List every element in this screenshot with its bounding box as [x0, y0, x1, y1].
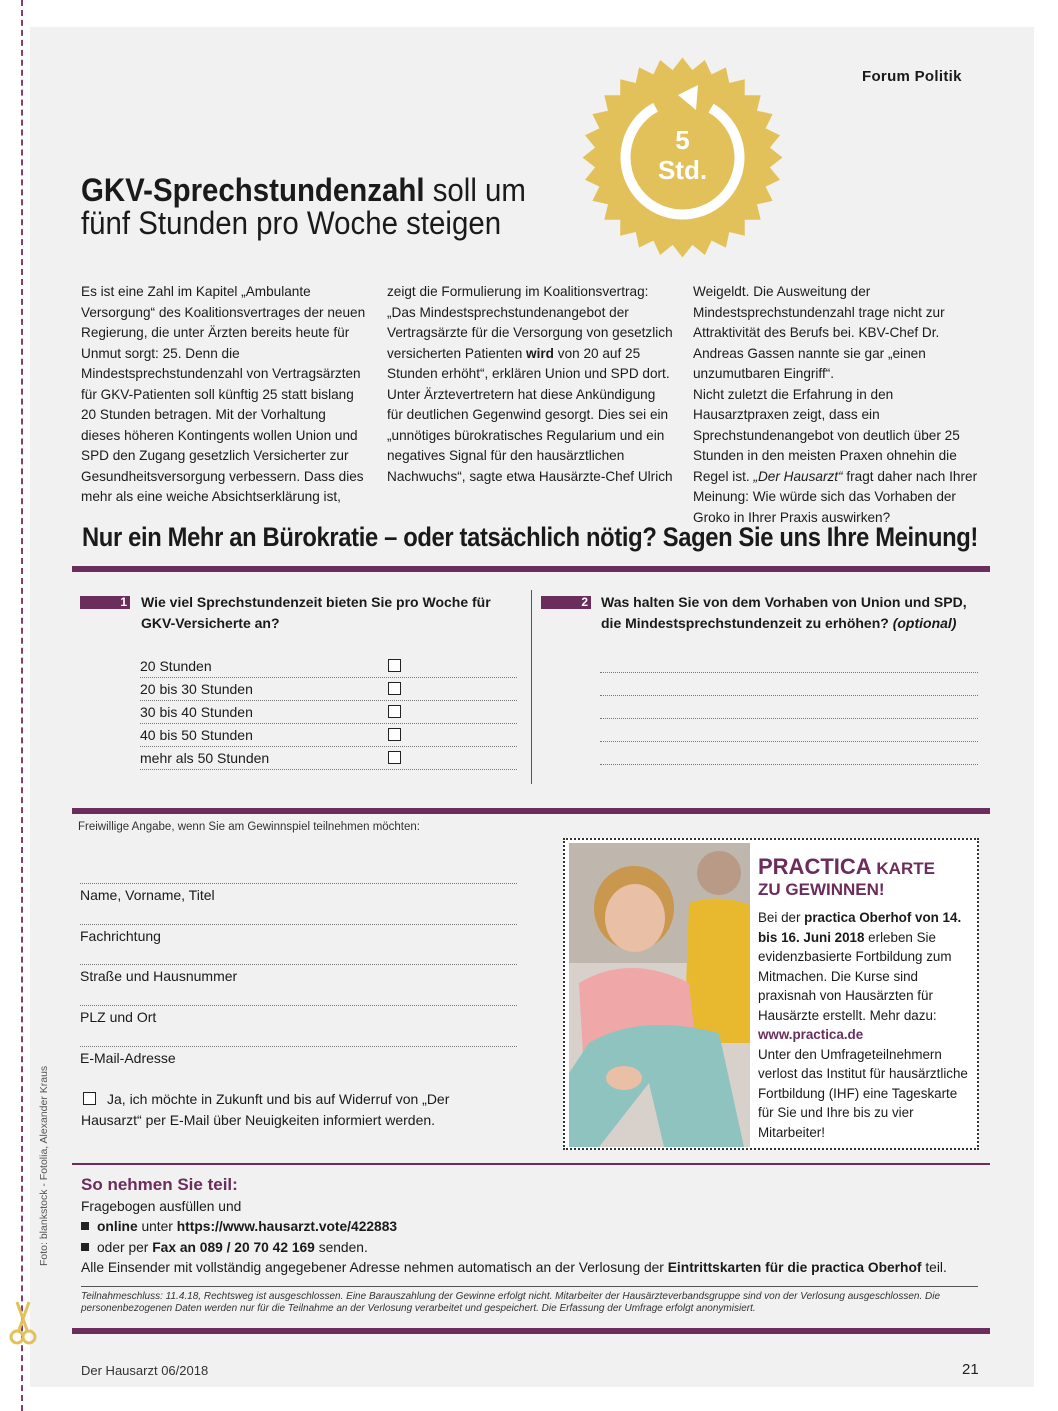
answer-line[interactable] [600, 695, 978, 696]
field-label: Straße und Hausnummer [80, 968, 238, 984]
footer-publication: Der Hausarzt 06/2018 [81, 1363, 209, 1378]
email-field[interactable] [80, 1046, 517, 1066]
answer-line[interactable] [600, 672, 978, 673]
city-field[interactable] [80, 1005, 517, 1025]
option-label: 20 Stunden [140, 658, 212, 674]
contact-intro: Freiwillige Angabe, wenn Sie am Gewinnspiel teilnehmen möchten: [78, 821, 420, 833]
checkbox-20-30h[interactable] [388, 682, 401, 695]
promo-title [758, 856, 935, 900]
promo-text: erleben Sie evidenzbasierte Fortbildung zum Mitmachen. Die Kurse sind praxisnah von Hausärzten für Hausärzte erstellt. Mehr dazu: [758, 929, 952, 1023]
promo-title-brand: PRACTICA [758, 854, 872, 879]
connector: unter [137, 1219, 177, 1234]
optional-marker: (optional) [892, 615, 957, 631]
badge-number: 5 [675, 125, 690, 155]
bullet-icon [81, 1243, 89, 1251]
col2-text-c: Unter Ärztevertretern hat diese Ankündigung für deutlichen Gegenwind gesorgt. Dies sei ein „unnötiges bürokratisches Regularium und ein negatives Signal für den hausärztlichen Nachwuchs“, sagte etwa Hausärzte-Chef Ulrich [387, 386, 673, 484]
promo-title-win: ZU GEWINNEN! [758, 880, 885, 899]
participation-bullet-1 [81, 1217, 947, 1238]
field-label: Name, Vorname, Titel [80, 887, 215, 903]
option-row[interactable] [140, 655, 517, 678]
note-a: Alle Einsender mit vollständig angegebener Adresse nehmen automatisch an der Verlosung der [81, 1260, 668, 1275]
badge-unit: Std. [657, 155, 708, 185]
option-row[interactable] [140, 701, 517, 724]
article-title [81, 174, 559, 240]
photo [569, 843, 750, 1147]
fax-number: Fax an 089 / 20 70 42 169 [152, 1239, 315, 1255]
body-column-1: Es ist eine Zahl im Kapitel „Ambulante Versorgung“ des Koalitionsvertrages der neuen Regierung, die unter Ärzten bereits heute für Unmut sorgt: 25. Denn die Mindestsprechstundenzahl von Vertragsärzten für GKV-Patienten soll künftig 25 statt bislang 20 Stunden betragen. Mit der Vorhaltung dieses höheren Kontingents wollen Union und SPD den Zugang gesetzlich Versicherter zur Gesundheitsversorgung verbessern. Dass dies mehr als eine weiche Absichtserklärung ist, [81, 284, 366, 504]
answer-line[interactable] [600, 718, 978, 719]
promo-body [758, 908, 972, 1142]
legal-rule [81, 1286, 978, 1287]
survey-url-link[interactable]: https://www.hausarzt.vote/422883 [176, 1219, 398, 1234]
body-column-2 [387, 282, 673, 487]
participation-info [81, 1175, 947, 1279]
col3-text-a: Weigeldt. Die Ausweitung der Mindestsprechstundenzahl trage nicht zur Attraktivität des Berufs bei. KBV-Chef Dr. Andreas Gassen nannte sie gar „einen unzumutbaren Eingriff“. [693, 284, 945, 381]
checkbox-over-50h[interactable] [388, 751, 401, 764]
title-rest: soll um [424, 172, 526, 208]
scissors-icon [8, 1300, 38, 1348]
checkbox-30-40h[interactable] [388, 705, 401, 718]
bullet-icon [81, 1222, 89, 1230]
answer-line[interactable] [600, 741, 978, 742]
divider-bar [72, 808, 990, 814]
checkbox-40-50h[interactable] [388, 728, 401, 741]
option-row[interactable] [140, 724, 517, 747]
option-row[interactable] [140, 747, 517, 770]
option-row[interactable] [140, 678, 517, 701]
field-label: PLZ und Ort [80, 1009, 157, 1025]
checkbox-20h[interactable] [388, 659, 401, 672]
cut-line [21, 0, 23, 1411]
survey-headline: Nur ein Mehr an Bürokratie – oder tatsächlich nötig? Sagen Sie uns Ihre Meinung! [82, 522, 978, 552]
option-label: 20 bis 30 Stunden [140, 681, 253, 697]
page-number: 21 [962, 1361, 979, 1378]
field-label: Fachrichtung [80, 928, 161, 944]
promo-bold: practica Oberhof von 14. bis 16. Juni 2018 [758, 910, 962, 945]
question-divider [531, 590, 532, 784]
question-1-number: 1 [80, 596, 130, 609]
col3-text-c: fragt daher nach Ihrer Meinung: Wie würde sich das Vorhaben der Groko in Ihrer Praxis auswirken? [693, 468, 978, 525]
participation-line: Fragebogen ausfüllen und [81, 1198, 242, 1214]
participation-title: So nehmen Sie teil: [81, 1175, 238, 1194]
note-b: teil. [921, 1260, 947, 1275]
fax-prefix: oder per [97, 1239, 153, 1255]
hours-badge [580, 55, 785, 260]
col2-text-a: zeigt die Formulierung im Koalitionsvertrag: „Das Mindestsprechstundenangebot der Vertragsärzte für die Versorgung von gesetzlich versicherten Patienten [387, 284, 673, 361]
option-label: 40 bis 50 Stunden [140, 727, 253, 743]
col2-text-b: von 20 auf 25 Stunden erhöht“, erklären Union und SPD dort. [387, 345, 670, 381]
field-label: E-Mail-Adresse [80, 1050, 176, 1066]
question-1-text: Wie viel Sprechstundenzeit bieten Sie pro Woche für GKV-Versicherte an? [141, 594, 491, 631]
col3-italic: „Der Hausarzt“ [753, 468, 843, 484]
fax-suffix: senden. [314, 1239, 368, 1255]
title-line2: fünf Stunden pro Woche steigen [81, 205, 502, 241]
online-label: online [97, 1219, 138, 1234]
note-bold: Eintrittskarten für die practica Oberhof [667, 1260, 922, 1275]
consent-text: Ja, ich möchte in Zukunft und bis auf Widerruf von „Der Hausarzt“ per E-Mail über Neuigkeiten informiert werden. [81, 1091, 450, 1128]
practica-link[interactable]: www.practica.de [758, 1027, 864, 1042]
section-label: Forum Politik [862, 68, 962, 85]
option-label: mehr als 50 Stunden [140, 750, 270, 766]
divider-bar [72, 1328, 990, 1334]
question-2-text [601, 592, 981, 634]
divider-bar [72, 566, 990, 572]
promo-text-2: Unter den Umfrageteilnehmern verlost das Institut für hausärztliche Fortbildung (IHF) eine Tageskarte für Sie und Ihre bis zu vier Mitarbeiter! [758, 1046, 968, 1140]
promo-box [563, 838, 979, 1150]
answer-line[interactable] [600, 764, 978, 765]
thin-divider [72, 1163, 990, 1165]
question-2-label: Was halten Sie von dem Vorhaben von Union und SPD, die Mindestsprechstundenzeit zu erhöhen? [601, 594, 967, 631]
col2-bold: wird [526, 345, 554, 361]
specialty-field[interactable] [80, 924, 517, 944]
participation-bullet-2 [81, 1238, 947, 1259]
promo-title-word: KARTE [876, 859, 935, 878]
promo-text: Bei der [758, 910, 805, 925]
question-2-number: 2 [541, 596, 591, 609]
street-field[interactable] [80, 964, 517, 984]
option-label: 30 bis 40 Stunden [140, 704, 253, 720]
col3-text-b: Nicht zuletzt die Erfahrung in den Hausarztpraxen zeigt, dass ein Sprechstundenangebot von deutlich über 25 Stunden in den meisten Praxen ohnehin die Regel ist. [693, 386, 960, 484]
participation-note [81, 1258, 947, 1279]
photo-credit: Foto: blankstock - Fotolia, Alexander Kraus [38, 1065, 50, 1266]
legal-text: Teilnahmeschluss: 11.4.18, Rechtsweg ist ausgeschlossen. Eine Barauszahlung der Gewinne erfolgt nicht. Mitarbeiter der Hausärzteverbandsgruppe sind von der Verlosung ausgeschlossen. Die personenbezogenen Daten werden nur für die Teilnahme an der Verlosung verarbeitet und gespeichert. Die Erfassung der Umfrage erfolgt anonymisiert. [81, 1291, 941, 1314]
name-field[interactable] [80, 883, 517, 903]
title-bold: GKV-Sprechstundenzahl [81, 172, 425, 208]
body-column-3 [693, 282, 979, 528]
